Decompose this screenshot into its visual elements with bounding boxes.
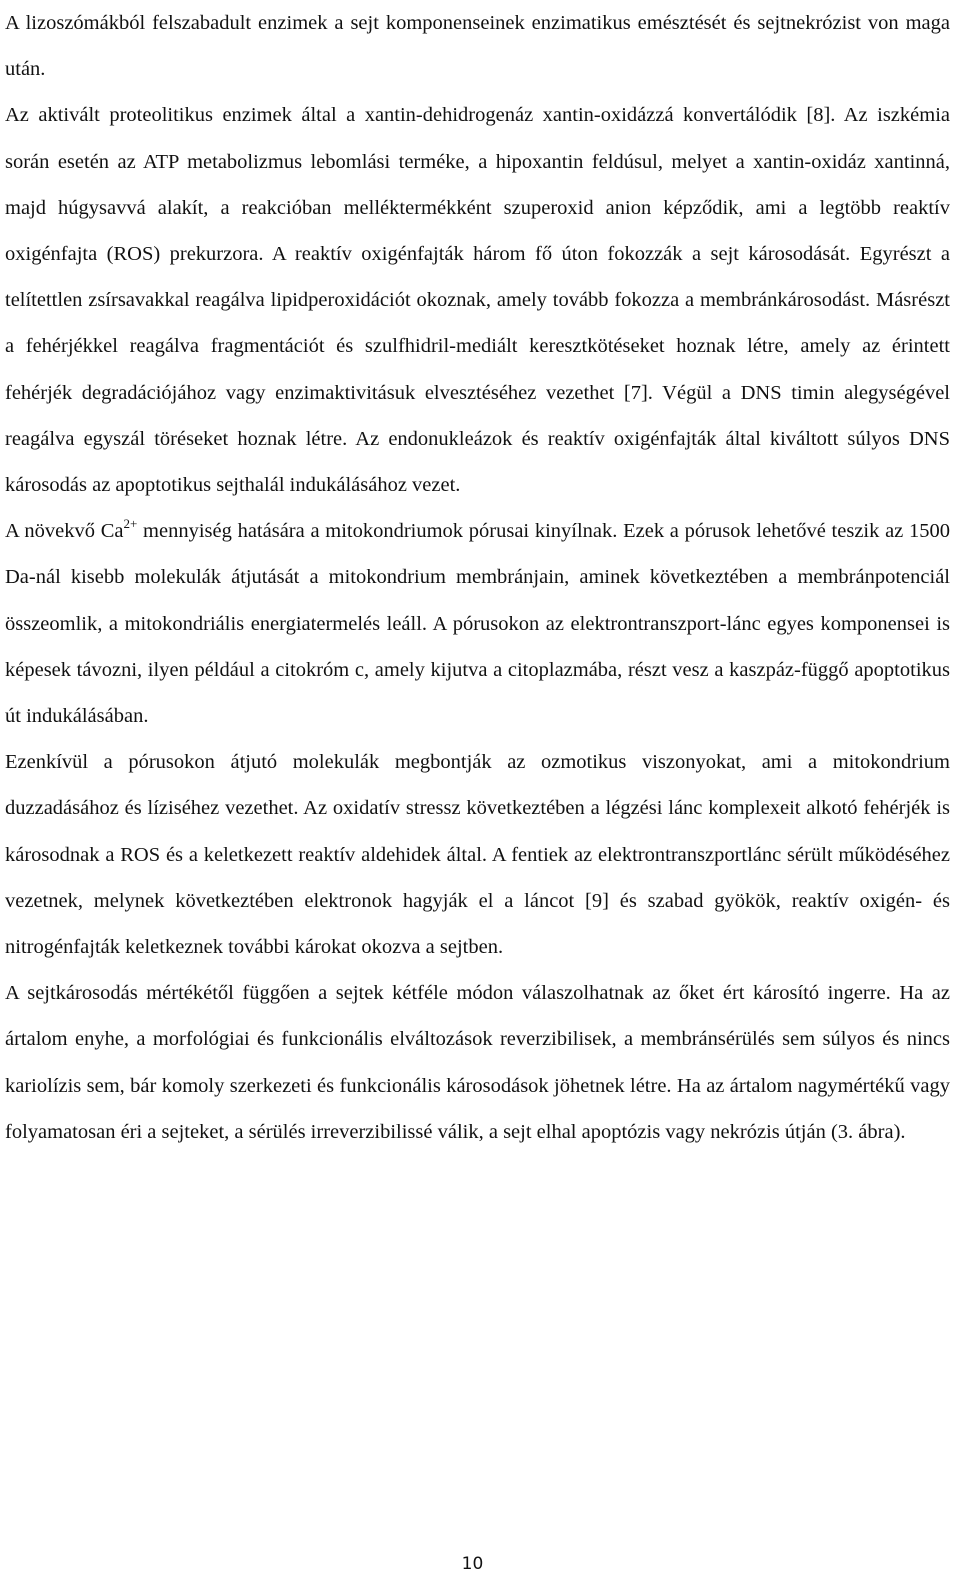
paragraph-lysosomal-enzymes: A lizoszómákból felszabadult enzimek a sejt komponenseinek enzimatikus emésztését és sejtnekrózist von maga után.	[5, 12, 950, 81]
calcium-charge-superscript: 2+	[123, 516, 138, 532]
calcium-text: A növekvő Ca	[5, 520, 124, 543]
document-page	[5, 0, 950, 1155]
paragraph-calcium-mitochondria	[5, 508, 950, 739]
page-number: 10	[461, 1554, 484, 1574]
paragraph-xanthine-oxidase-ros: Az aktivált proteolitikus enzimek által a xantin-dehidrogenáz xantin-oxidázzá konvertálódik [8]. Az iszkémia során esetén az ATP metabolizmus lebomlási terméke, a hipoxantin feldúsul, melyet a xantin-oxidáz xantinná, majd húgysavvá alakít, a reakcióban melléktermékként szuperoxid anion képződik, ami a legtöbb reaktív oxigénfajta (ROS) prekurzora. A reaktív oxigénfajták három fő úton fokozzák a sejt károsodását. Egyrészt a telítettlen zsírsavakkal reagálva lipidperoxidációt okoznak, amely tovább fokozza a membránkárosodást. Másrészt a fehérjékkel reagálva fragmentációt és szulfhidril-mediált keresztkötéseket hoznak létre, amely az érintett fehérjék degradációjához vagy enzimaktivitásuk elvesztéséhez vezethet [7]. Végül a DNS timin alegységével reagálva egyszál töréseket hoznak létre. Az endonukleázok és reaktív oxigénfajták által kiváltott súlyos DNS károsodás az apoptotikus sejthalál indukálásához vezet.	[5, 104, 950, 497]
paragraph-osmotic-oxidative-stress: Ezenkívül a pórusokon átjutó molekulák megbontják az ozmotikus viszonyokat, ami a mitokondrium duzzadásához és líziséhez vezethet. Az oxidatív stressz következtében a légzési lánc komplexeit alkotó fehérjék is károsodnak a ROS és a keletkezett reaktív aldehidek által. A fentiek az elektrontranszportlánc sérült működéséhez vezetnek, melynek következtében elektronok hagyják el a láncot [9] és szabad gyökök, reaktív oxigén- és nitrogénfajták keletkeznek további károkat okozva a sejtben.	[5, 751, 950, 959]
paragraph-cell-damage-response: A sejtkárosodás mértékétől függően a sejtek kétféle módon válaszolhatnak az őket ért károsító ingerre. Ha az ártalom enyhe, a morfológiai és funkcionális elváltozások reverzibilisek, a membránsérülés sem súlyos és nincs kariolízis sem, bár komoly szerkezeti és funkcionális károsodások jöhetnek létre. Ha az ártalom nagymértékű vagy folyamatosan éri a sejteket, a sérülés irreverzibilissé válik, a sejt elhal apoptózis vagy nekrózis útján (3. ábra).	[5, 982, 950, 1143]
mitochondrial-pores-text: mennyiség hatására a mitokondriumok pórusai kinyílnak. Ezek a pórusok lehetővé teszik az 1500 Da-nál kisebb molekulák átjutását a mitokondrium membránjain, aminek következtében a membránpotenciál összeomlik, a mitokondriális energiatermelés leáll. A pórusokon az elektrontranszport-lánc egyes komponensei is képesek távozni, ilyen például a citokróm c, amely kijutva a citoplazmába, részt vesz a kaszpáz-függő apoptotikus út indukálásában.	[5, 520, 950, 728]
